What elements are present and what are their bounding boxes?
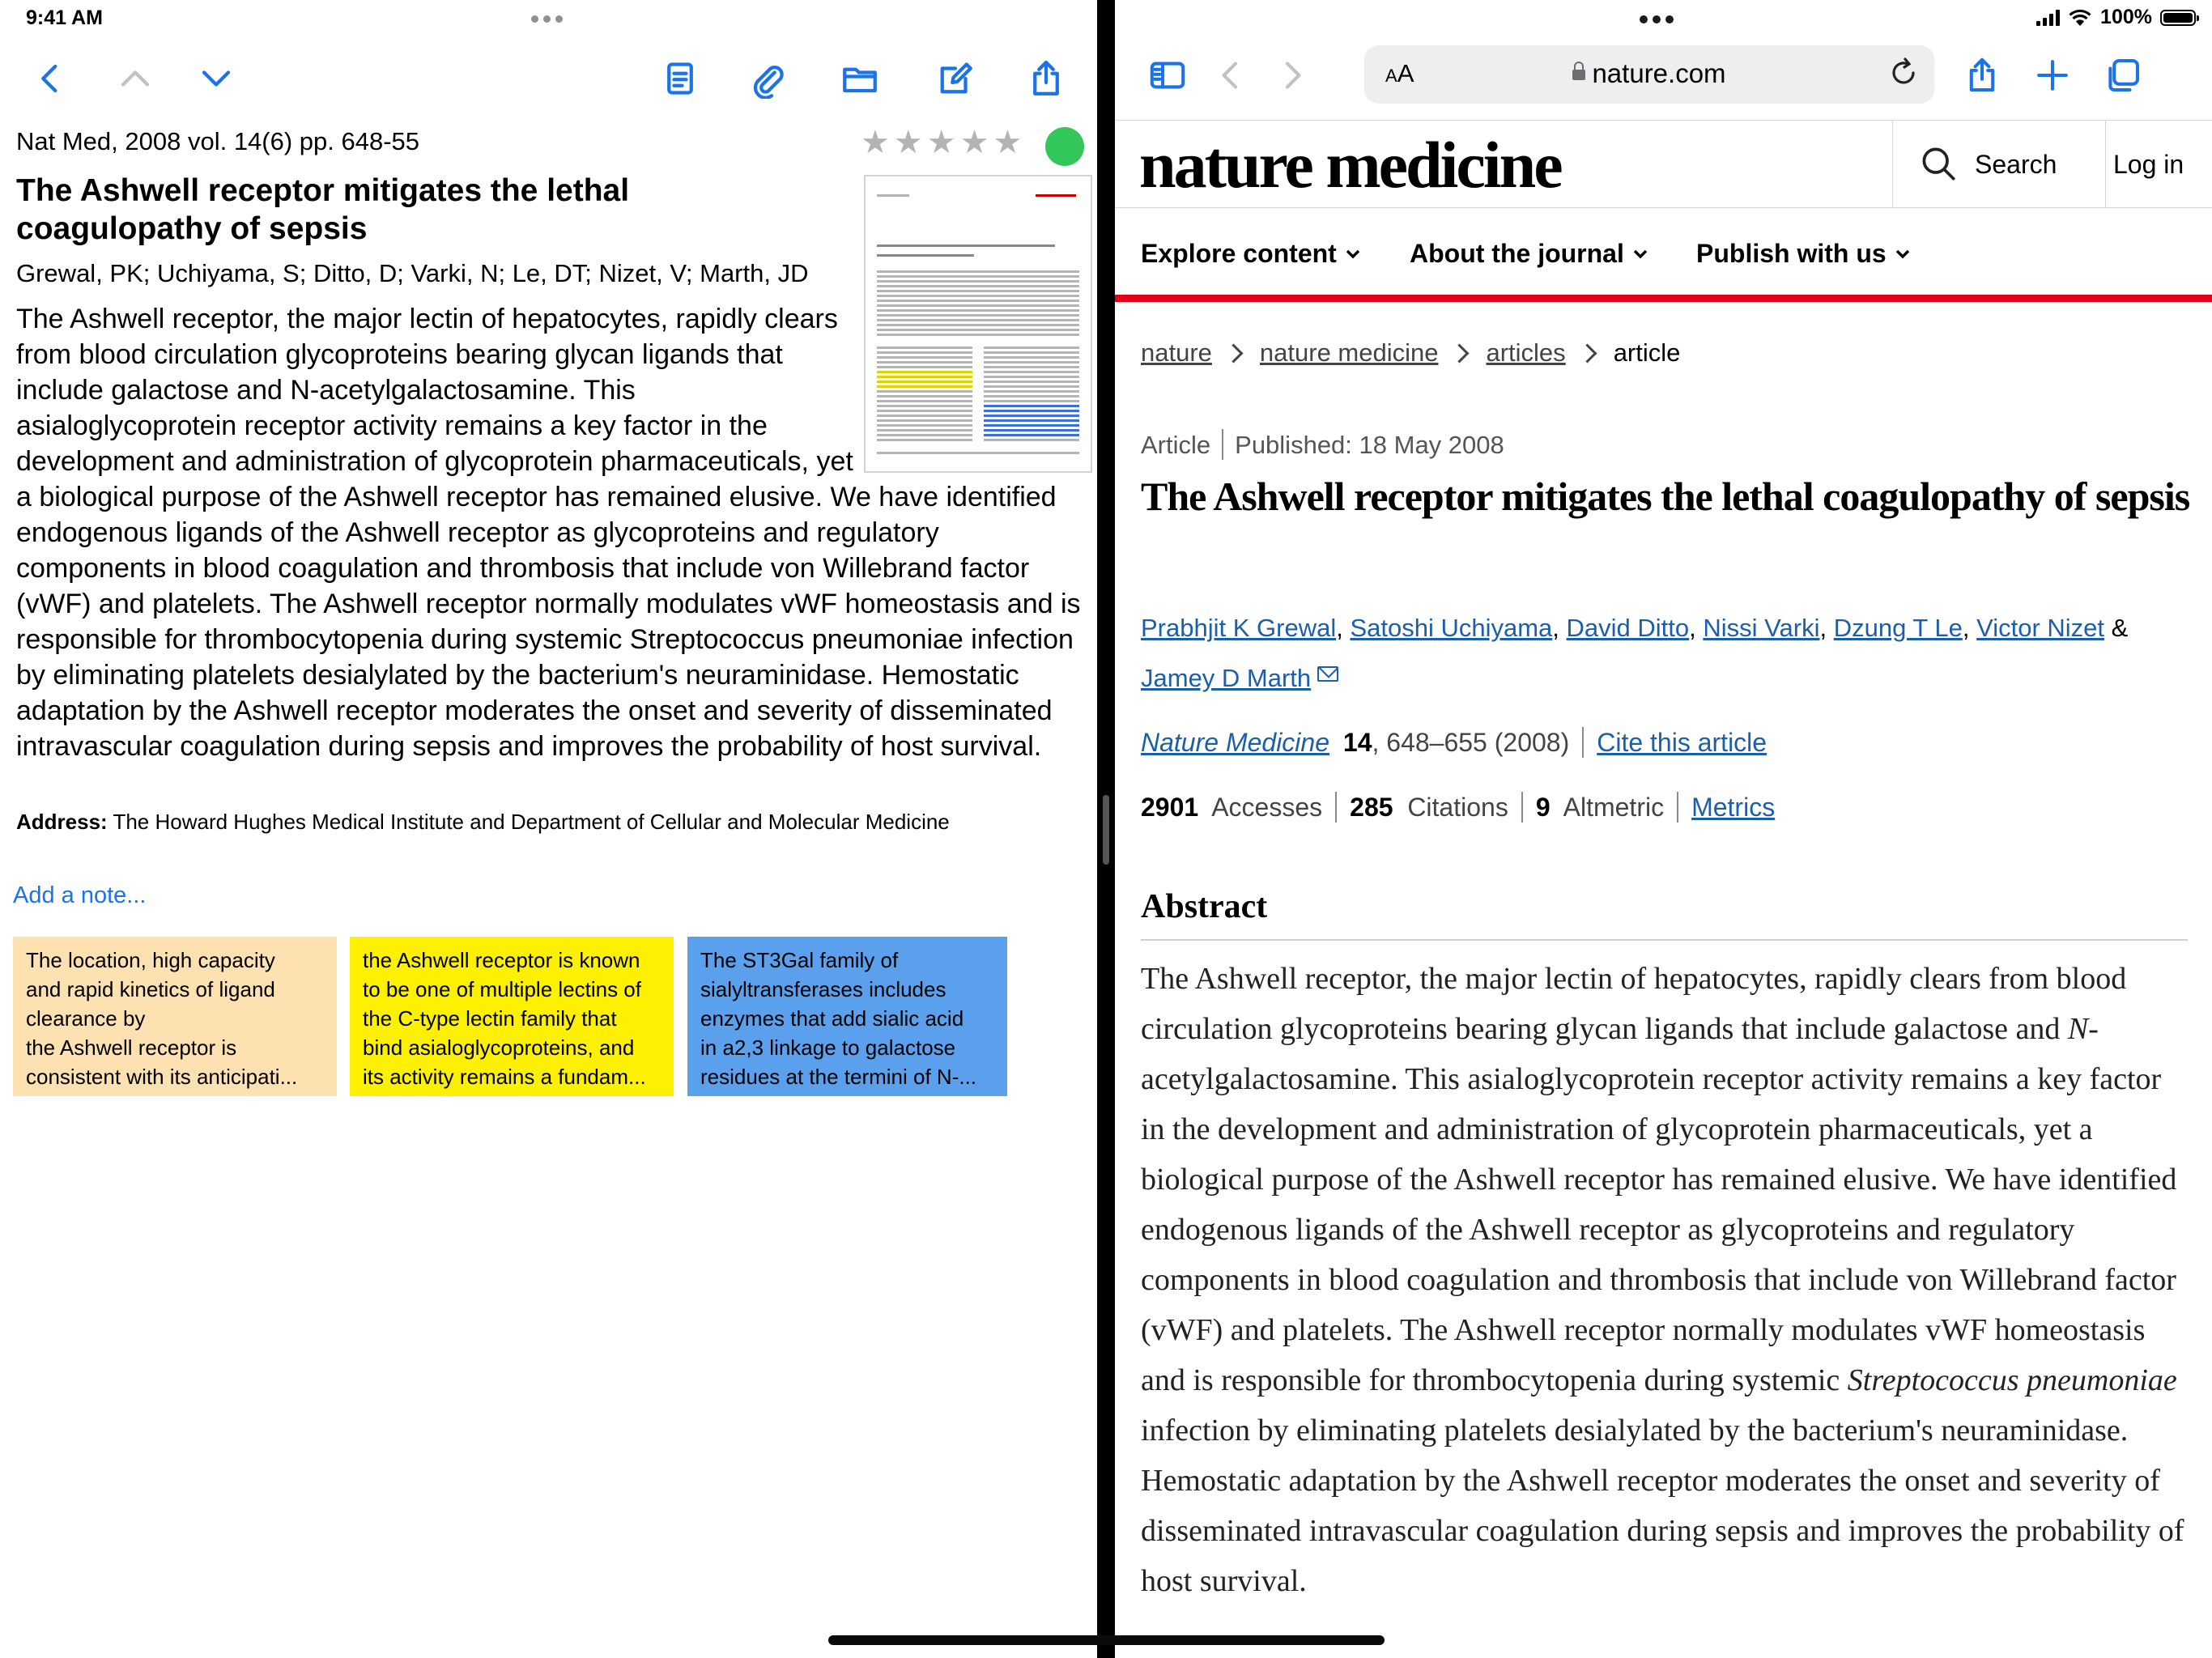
cite-article-link[interactable]: Cite this article	[1597, 728, 1767, 757]
note-line: its activity remains a fundam...	[363, 1065, 646, 1089]
paper-abstract-text: The Ashwell receptor, the major lectin of hepatocytes, rapidly clears from blood circulation glycoproteins bearing glycan ligands that include galactose and N-acetylgalactosamine. This asialoglycoprotein receptor activity remains a key factor in the development and administration of glycoprotein pharmaceuticals, yet a biological purpose of the Ashwell receptor has remained elusive. We have identified endogenous ligands of the Ashwell receptor as glycoproteins and regulatory components in blood coagulation and thrombosis that include von Willebrand factor (vWF) and platelets. The Ashwell receptor normally modulates vWF homeostasis and is responsible for thrombocytopenia during systemic Streptococcus pneumoniae infection by eliminating platelets desialylated by the bacterium's neuraminidase. Hemostatic adaptation by the Ashwell receptor moderates the onset and severity of disseminated intravascular coagulation during sepsis and improves the probability of host survival.	[16, 304, 1081, 762]
abstract-body	[1141, 954, 2192, 1606]
note-line: the Ashwell receptor is	[26, 1035, 237, 1060]
journal-volume: 14	[1342, 728, 1372, 757]
article-meta	[1141, 429, 1504, 460]
address-text: The Howard Hughes Medical Institute and Department of Cellular and Molecular Medicine	[113, 810, 950, 834]
abstract-text-italic: N	[2067, 1012, 2089, 1046]
abstract-heading: Abstract	[1141, 888, 1268, 925]
pdf-thumbnail[interactable]	[864, 175, 1092, 473]
separator: ,	[1819, 614, 1834, 642]
note-line: consistent with its anticipati...	[26, 1065, 298, 1089]
author-link[interactable]: Jamey D Marth	[1141, 664, 1312, 692]
rating-stars[interactable]: ★★★★★	[861, 125, 1027, 160]
published-date: Published: 18 May 2008	[1235, 431, 1504, 459]
search-button[interactable]	[1892, 121, 2106, 208]
forward-icon[interactable]	[1267, 50, 1317, 100]
battery-percent: 100%	[2100, 6, 2152, 28]
add-note-link[interactable]: Add a note...	[13, 882, 147, 908]
tabs-icon[interactable]	[2098, 50, 2148, 100]
abstract-text: infection by eliminating platelets desialylated by the bacterium's neuraminidase. Hemostatic adaptation by the Ashwell receptor moderates the onset and severity of disseminated intravascular coagulation during sepsis and improves the probability of host survival.	[1141, 1414, 2184, 1598]
note-line: and rapid kinetics of ligand	[26, 977, 275, 1001]
note-line: The location, high capacity	[26, 948, 275, 972]
article-title: The Ashwell receptor mitigates the lethal coagulopathy of sepsis	[1141, 474, 2190, 519]
abstract-text: -acetylgalactosamine. This asialoglycoprotein receptor activity remains a key factor in the development and administration of glycoprotein pharmaceuticals, yet a biological purpose of the Ashwell receptor has remained elusive. We have identified endogenous ligands of the Ashwell receptor as glycoproteins and regulatory components in blood coagulation and thrombosis that include von Willebrand factor (vWF) and platelets. The Ashwell receptor normally modulates vWF homeostasis and is responsible for thrombocytopenia during systemic	[1141, 1012, 2177, 1397]
papers-app-pane	[0, 0, 1097, 1658]
citations-value: 285	[1350, 793, 1393, 822]
nav-publish-with-us[interactable]	[1696, 239, 1911, 269]
abstract-text: The Ashwell receptor, the major lectin of hepatocytes, rapidly clears from blood circulation glycoproteins bearing glycan ligands that include galactose and	[1141, 962, 2127, 1046]
chevron-right-icon	[1450, 343, 1470, 363]
chevron-right-icon	[1577, 343, 1597, 363]
breadcrumb	[1141, 338, 1680, 368]
abstract-text-italic: Streptococcus pneumoniae	[1847, 1363, 2177, 1397]
highlight-note-1[interactable]	[13, 937, 337, 1096]
metrics-link[interactable]: Metrics	[1691, 793, 1776, 822]
url-text: nature.com	[1592, 58, 1726, 88]
multitask-dots-icon[interactable]	[1640, 15, 1674, 23]
sidebar-icon[interactable]	[1142, 50, 1193, 100]
paperclip-icon[interactable]	[742, 53, 793, 104]
chevron-down-icon	[1345, 249, 1361, 260]
login-link[interactable]: Log in	[2113, 150, 2184, 179]
reload-icon[interactable]	[1887, 57, 1923, 92]
breadcrumb-current: article	[1613, 338, 1681, 367]
address-label: Address:	[16, 810, 108, 834]
separator: ,	[1552, 614, 1567, 642]
breadcrumb-articles[interactable]: articles	[1486, 338, 1566, 367]
author-link[interactable]: Dzung T Le	[1833, 614, 1963, 642]
chevron-down-icon	[1632, 249, 1648, 260]
nav-about-journal[interactable]	[1410, 239, 1648, 269]
note-line: The ST3Gal family of	[700, 948, 899, 972]
folder-icon[interactable]	[834, 53, 886, 104]
note-line: enzymes that add sialic acid	[700, 1006, 964, 1031]
author-link[interactable]: Prabhjit K Grewal	[1141, 614, 1337, 642]
share-icon[interactable]	[1957, 50, 2007, 100]
abstract-rule	[1141, 939, 2188, 941]
status-time: 9:41 AM	[26, 6, 103, 29]
journal-pages: , 648–655 (2008)	[1372, 728, 1570, 757]
site-nav	[1115, 207, 2212, 295]
status-indicators	[2036, 6, 2196, 29]
search-label: Search	[1975, 150, 2057, 179]
altmetric-value: 9	[1535, 793, 1551, 822]
article-metrics	[1141, 792, 1775, 823]
wifi-icon	[2068, 9, 2092, 27]
home-indicator[interactable]	[828, 1635, 1385, 1645]
share-icon[interactable]	[1020, 53, 1072, 104]
battery-icon	[2160, 10, 2196, 26]
note-line: clearance by	[26, 1006, 146, 1031]
separator: ,	[1962, 614, 1977, 642]
note-line: the Ashwell receptor is known	[363, 948, 640, 972]
highlight-note-3[interactable]	[687, 937, 1007, 1096]
cellular-signal-icon	[2036, 10, 2060, 26]
down-chevron-icon[interactable]	[190, 53, 242, 104]
note-line: in a2,3 linkage to galactose	[700, 1035, 956, 1060]
nav-label: Explore content	[1141, 239, 1337, 268]
note-line: the C-type lectin family that	[363, 1006, 617, 1031]
citations-label: Citations	[1407, 793, 1508, 822]
note-line: sialyltransferases includes	[700, 977, 946, 1001]
safari-pane	[1115, 0, 2212, 1658]
breadcrumb-nature[interactable]: nature	[1141, 338, 1212, 367]
paper-authors: Grewal, PK; Uchiyama, S; Ditto, D; Varki, N; Le, DT; Nizet, V; Marth, JD	[16, 259, 809, 287]
paper-address	[16, 810, 1085, 835]
address-bar[interactable]	[1364, 45, 1934, 104]
up-chevron-icon[interactable]	[109, 53, 161, 104]
nav-label: About the journal	[1410, 239, 1624, 268]
separator: ,	[1336, 614, 1351, 642]
article-authors	[1141, 603, 2193, 704]
journal-link[interactable]: Nature Medicine	[1141, 728, 1329, 757]
separator: &	[2104, 614, 2135, 642]
nav-explore-content[interactable]	[1141, 239, 1361, 269]
note-line: bind asialoglycoproteins, and	[363, 1035, 635, 1060]
highlight-note-2[interactable]	[350, 937, 674, 1096]
journal-logo[interactable]: nature medicine	[1139, 128, 1561, 202]
lock-icon	[1572, 68, 1585, 84]
nav-label: Publish with us	[1696, 239, 1887, 268]
note-icon[interactable]	[654, 53, 706, 104]
author-link[interactable]: Satoshi Uchiyama	[1350, 614, 1553, 642]
altmetric-label: Altmetric	[1563, 793, 1665, 822]
back-chevron-icon[interactable]	[24, 53, 76, 104]
accent-rule	[1115, 295, 2212, 302]
reader-aa-button[interactable]: AA	[1385, 59, 1414, 87]
chevron-down-icon	[1895, 249, 1911, 260]
author-link[interactable]: David Ditto	[1566, 614, 1690, 642]
note-line: to be one of multiple lectins of	[363, 977, 641, 1001]
back-icon[interactable]	[1206, 50, 1256, 100]
accesses-value: 2901	[1141, 793, 1199, 822]
note-line: residues at the termini of N-...	[700, 1065, 977, 1089]
paper-title: The Ashwell receptor mitigates the lethal coagulopathy of sepsis	[16, 173, 630, 246]
accesses-label: Accesses	[1211, 793, 1323, 822]
separator: ,	[1689, 614, 1704, 642]
split-view-handle[interactable]	[1103, 795, 1109, 865]
citation-line: Nat Med, 2008 vol. 14(6) pp. 648-55	[16, 127, 420, 155]
compose-icon[interactable]	[929, 53, 981, 104]
author-link[interactable]: Victor Nizet	[1976, 614, 2105, 642]
multitask-dots-icon[interactable]	[531, 15, 563, 23]
journal-citation	[1141, 727, 1767, 758]
url-display	[1364, 58, 1934, 89]
mail-icon[interactable]	[1317, 666, 1338, 682]
author-link[interactable]: Nissi Varki	[1703, 614, 1820, 642]
article-type: Article	[1141, 431, 1211, 459]
breadcrumb-nature-medicine[interactable]: nature medicine	[1259, 338, 1439, 367]
chevron-right-icon	[1223, 343, 1243, 363]
site-header	[1115, 120, 2212, 208]
new-tab-icon[interactable]	[2027, 50, 2078, 100]
search-icon	[1921, 146, 1956, 181]
status-dot-icon[interactable]	[1045, 127, 1084, 166]
